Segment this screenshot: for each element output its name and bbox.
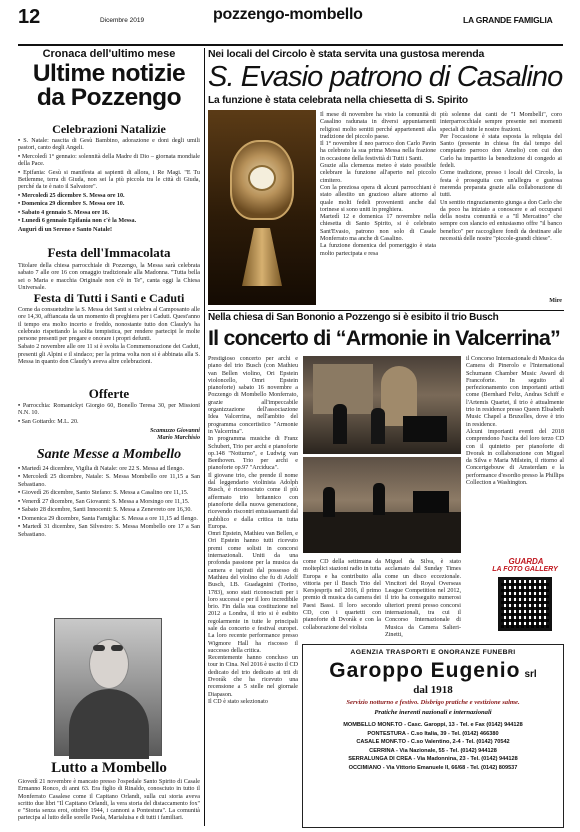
ad-name: Garoppo Eugenio <box>329 659 521 682</box>
ad-address: CASALE MONF.TO - C.so Valentino, 2-4 - Tel. (0142) 70542 <box>356 739 510 746</box>
offerte-body <box>18 403 200 443</box>
messe-item: • Venerdì 27 dicembre, San Giovanni: S. Messa a Morsingo ore 11,15. <box>18 499 200 506</box>
santi-paragraph: Sabato 2 novembre alle ore 11 si è svolta la Commemorazione dei Caduti, presenti gli Alpini e il sindaco; per la prima volta non si è abbinata alla S. Messa in quanto don Claudy's aveva altre celebrazioni. <box>18 344 200 366</box>
reliquary-center <box>248 165 276 191</box>
ad-service: Servizio notturno e festivo. Disbrigo pratiche e vestizione salme. <box>346 699 520 706</box>
ad-agency-line: AGENZIA TRASPORTI E ONORANZE FUNEBRI <box>350 649 516 656</box>
messe-item: • Domenica 29 dicembre, Santa Famiglia: S. Messa a ore 11,15 ad Ilengo. <box>18 516 200 523</box>
concert-kicker: Nella chiesa di San Bononio a Pozzengo si è esibito il trio Busch <box>208 312 499 323</box>
messe-heading: Sante Messe a Mombello <box>36 447 182 462</box>
reliquary-stand <box>242 228 282 286</box>
left-title <box>18 62 200 110</box>
offerte-item: • Parrocchia: Romanickyt Giorgio 60, Bonello Teresa 30, per Missioni N.N. 10. <box>18 403 200 418</box>
natalizie-date: • Lunedì 6 gennaio Epifania non c'è la Messa. <box>18 218 200 225</box>
natalizie-heading: Celebrazioni Natalizie <box>52 122 166 136</box>
left-title-line1: Ultime notizie <box>32 60 186 87</box>
column-divider <box>204 48 205 826</box>
gallery-guarda: GUARDA <box>508 557 544 566</box>
ad-address: OCCIMIANO - Via Vittorio Emanuele II, 66/68 - Tel. (0142) 809537 <box>348 764 518 771</box>
evasio-col-2: più solenne dai canti de "I Mombelli", coro interparrocchiale sempre presente nei momenti speciali di tutte le nostre frazioni. Per l'occasione è stata esposta la reliquia del Santo (presente in chiesa fin dal tempo del compianto parroco don Amelio) con cui don Carlo ha impartito la benedizione di congedo ai fedeli. Come tradizione, presso i locali del Circolo, la festa è proseguita con un'allegra e gustosa merenda preparata grazie alla collaborazione di tutti. Un sentito ringraziamento giunga a don Carlo che da poco ha iniziato a conoscere e ad occuparsi della nostra comunità e a "Il Mercatino" che sempre con slancio ed entusiasmo offre "il banco benefico" per raccogliere fondi da destinare alle necessità delle nostre "piccole-grandi chiese". <box>440 112 562 243</box>
left-title-line2: da Pozzengo <box>36 84 182 111</box>
immacolata-body: Titolare della chiesa parrocchiale di Pozzengo, la Messa sarà celebrata sabato 7 alle ore 16 con omaggio tradizionale alla Madonna. "Tutta bella sei o Maria e macchia Originale non c'è in Te", canta oggi la Chiesa Universale. <box>18 263 200 291</box>
natalizie-date: • Mercoledì 25 dicembre S. Messa ore 10. <box>18 193 200 200</box>
ad-practices: Pratiche inerenti nazionali e internazionali <box>374 709 492 716</box>
header-rule <box>18 44 563 46</box>
concert-col-2: come CD della settimana da molteplici stazioni radio in tutta Europa e ha contribuito alla vittoria per il Busch Trio del Kersjesprijs nel 2016, il primo premio di musica da camera dei Paesi Bassi. Il loro secondo CD, con i quartetti con pianoforte di Dvorák e con la collaborazione del violista <box>303 559 381 631</box>
offerte-signature-2: Mario Marchisio <box>157 435 200 442</box>
musician-4 <box>373 483 385 515</box>
natalizie-item: • Mercoledì 1° gennaio: solennità della Madre di Dio – giornata mondiale della Pace. <box>18 154 200 169</box>
ad-address: SERRALUNGA DI CREA - Via Madonnina, 23 - Tel. (0142) 944128 <box>348 756 518 763</box>
offerte-heading: Offerte <box>88 386 130 401</box>
audience <box>303 512 461 553</box>
ad-addresses <box>307 721 559 773</box>
evasio-col-1: Il mese di novembre ha visto la comunità di Casalino radunata in diversi appuntamenti religiosi molto sentiti perché appartenenti alla tradizione del piccolo paese. Il 1° novembre il neo parroco don Carlo Pavin ha celebrato la sua prima Messa nella frazione in occasione della festività di Tutti i Santi. Grazie alla clemenza meteo è stato possibile celebrare la funzione all'aperto nel piccolo cimitero. Con la preziosa opera di alcuni parrocchiani è stato allestito un grazioso altare attorno al quale molti fedeli provenienti anche dal torinese si sono uniti in preghiera. Martedì 12 e domenica 17 novembre nella chiesetta di Santo Spirito, si è celebrato Sant'Evasio, patrono non solo di Casale Monferrato ma anche di Casalino. La funzione domenica del pomeriggio è stata molto partecipata e resa <box>320 112 436 257</box>
evasio-title: S. Evasio patrono di Casalino <box>208 61 563 93</box>
portrait-glasses-left <box>93 645 105 651</box>
musician-2 <box>371 408 385 444</box>
masthead: LA GRANDE FAMIGLIA <box>463 15 553 25</box>
ad-address: MOMBELLO MONF.TO - Casc. Garoppi, 13 - Tel. e Fax (0142) 944128 <box>343 722 523 728</box>
ad-address: PONTESTURA - C.so Italia, 39 - Tel. (0142) 466380 <box>367 730 499 737</box>
ad-address: CERRINA - Via Nazionale, 55 - Tel. (0142) 944128 <box>369 747 497 754</box>
natalizie-closing: Auguri di un Sereno e Santo Natale! <box>18 226 113 233</box>
portrait-glasses-right <box>111 645 123 651</box>
ad-name-block <box>307 659 559 683</box>
piano-2 <box>413 491 449 513</box>
offerte-item: • San Gottardo: M.L. 20. <box>18 419 200 426</box>
musician-1 <box>333 404 347 444</box>
lutto-body: Giovedì 21 novembre è mancato presso l'ospedale Santo Spirito di Casale Ermanno Ronco, di anni 63. Era figlio di Rinaldo, conosciuto in tutto il Monferrato Casalese come il Capitano Orlandi, sulla cui storia aveva scritto due libri "Il Capitano Orlandi, la vera storia del distaccamento fox" e "Storia senza eroi, ottobre 1944, i cannoni a Pontestura". La comunità partecipa al lutto delle sorelle Paola, Marialuisa e di tutti i familiari. <box>18 779 200 822</box>
concert-col-3: Miguel da Silva, è stato acclamato dal Sunday Times come un disco eccezionale. Vincitori del Royal Overseas League Competition nel 2012, il trio ha conseguito numerosi ulteriori premi presso concorsi internazionali, tra cui il Concorso Internazionale di Musica da Camera Salieri-Zinetti, <box>385 559 461 638</box>
piano <box>403 416 447 442</box>
page-header <box>18 5 563 45</box>
santi-heading: Festa di Tutti i Santi e Caduti <box>33 291 185 305</box>
funeral-ad <box>302 644 564 828</box>
page-number: 12 <box>18 6 41 28</box>
concert-title: Il concerto di “Armonie in Valcerrina” <box>208 326 560 350</box>
concert-col-1: Prestigioso concerto per archi e piano del trio Busch (con Mathieu van Bellen violino, Ori Epstein violoncello, Omri Epstein pianoforte) sabato 16 novembre a Pozzengo di Mombello Monferrato, grazie all'impeccabile organizzazione dell'associazione Idea Valcerrina, nell'ambito del programma concertistico "Armonie in Valcerrina". In programma musiche di Franz Schubert, Trio per archi e pianoforte op.148 "Notturno", e Ludwig van Beethoven. Trio per archi e pianoforte op.97 "Arciduca". Il giovane trio, che prende il nome dal leggendario violinista Adolph Busch, è riconosciuto come il più affermato trio britannico con pianoforte della nuova generazione, ricevendo riscontri entusiasmanti dal pubblico e dalla critica in tutta Europa. Omri Epstein, Mathieu van Bellen, e Ori Epstein hanno tutti ricevuto premi come solisti in concorsi internazionali. Uniti da una profonda passione per la musica da camera e ispirati dal possesso di Mathieu del violino che fu di Adolf Busch, I.B. Guadagnini (Torino, 1783), sono stati riconosciuti per i loro successi e per il loro incredibile brio. Fin dalla sua costituzione nel 2012 a Londra, il trio si è esibito regolarmente in tutte le principali sale da concerto e festival europei. La loro recente performance presso Wigmore Hall ha riscosso il successo della critica. Recentemente hanno concluso un tour in Cina. Nel 2016 è uscito il CD dedicato del trio dedicato ai trii di Dvorák che ha ricevuto una recensione a 5 stelle nel giornale Diapason. Il CD è stato selezionato <box>208 356 298 705</box>
concert-photo-1 <box>303 356 461 454</box>
messe-item: • Giovedì 26 dicembre, Santo Stefano: S. Messa a Casalino ore 11,15. <box>18 490 200 497</box>
ad-since: dal 1918 <box>413 684 453 696</box>
immacolata-heading: Festa dell'Immacolata <box>47 245 171 260</box>
reliquary-photo <box>208 110 316 305</box>
messe-item: • Sabato 28 dicembre, Santi Innocenti: S. Messa a Zenevreto ore 16,30. <box>18 507 200 514</box>
musician-3 <box>323 487 335 517</box>
santi-paragraph: Come da consuetudine la S. Messa dei Santi si celebra al Camposanto alle ore 14,30, affiancata da un momento di preghiera per i Caduti. Quest'anno il tempo era molto incerto e freddo, nonostante tutto don Claudy's ha celebrato rispettando la solita tempistica, per rendere partecipi le molte persone presenti per pregare e onorare i propri defunti. <box>18 307 200 343</box>
concert-photo-2 <box>303 457 461 553</box>
section-name: pozzengo-mombello <box>213 6 363 23</box>
qr-code-icon[interactable] <box>498 577 552 631</box>
natalizie-body <box>18 138 200 234</box>
left-column <box>18 48 200 826</box>
messe-body <box>18 466 200 540</box>
offerte-signature-1: Scamuzzo Giovanni <box>150 428 200 435</box>
concert-col-4: il Concorso Internazionale di Musica da Camera di Pinerolo e l'International Schumann Chamber Music Award di Francoforte. In seguito al perfezionamento con importanti artisti come (Bernhard Feltz, Andras Schiff e l'Artemis Quartet, il trio è attualmente trio in residence presso Queen Elisabeth Music Chapel a Bruxelles, dove è trio in residence. Alcuni importanti eventi del 2018 comprendono l'uscita del loro terzo CD con il quintetto per pianoforte di Dvorak in collaborazione con Miguel da Silva e Maria Milstein, il ritorno al Concertgebouw di Amsterdam e la performance d'esordio presso la Phillips Collection a Washington. <box>466 356 564 487</box>
messe-item: • Martedì 31 dicembre, San Silvestro: S. Messa Mombello ore 17 a San Sebastiano. <box>18 524 200 539</box>
natalizie-item: • S. Natale: nascita di Gesù Bambino, adorazione e doni degli umili pastori, canto degli Angeli. <box>18 138 200 153</box>
santi-body <box>18 307 200 367</box>
natalizie-date: • Domenica 29 dicembre S. Messa ore 10. <box>18 201 200 208</box>
gallery-label: LA FOTO GALLERY <box>492 566 558 573</box>
lutto-heading: Lutto a Mombello <box>51 760 167 776</box>
evasio-kicker: Nei locali del Circolo è stata servita una gustosa merenda <box>208 48 485 60</box>
natalizie-item: • Epifania: Gesù si manifesta ai sapienti di allora, i Re Magi. "E Tu Betlemme, terra di Giuda, non sei la più piccola tra le città di Giuda, perché da te è nato il Salvatore". <box>18 170 200 192</box>
messe-item: • Mercoledì 25 dicembre, Natale: S. Messa Mombello ore 11,15 a San Sebastiano. <box>18 474 200 489</box>
left-kicker: Cronaca dell'ultimo mese <box>42 48 176 60</box>
issue-date: Dicembre 2019 <box>100 17 145 24</box>
portrait-shoulders <box>69 689 149 759</box>
natalizie-date: • Sabato 4 gennaio S. Messa ore 16. <box>18 210 200 217</box>
ad-suffix: srl <box>524 669 537 680</box>
evasio-article <box>208 48 564 310</box>
evasio-signature: Mire <box>549 298 562 304</box>
messe-item: • Martedì 24 dicembre, Vigilia di Natale: ore 22 S. Messa ad Ilengo. <box>18 466 200 473</box>
evasio-subtitle: La funzione è stata celebrata nella chiesetta di S. Spirito <box>208 95 468 106</box>
portrait-photo <box>54 618 162 756</box>
